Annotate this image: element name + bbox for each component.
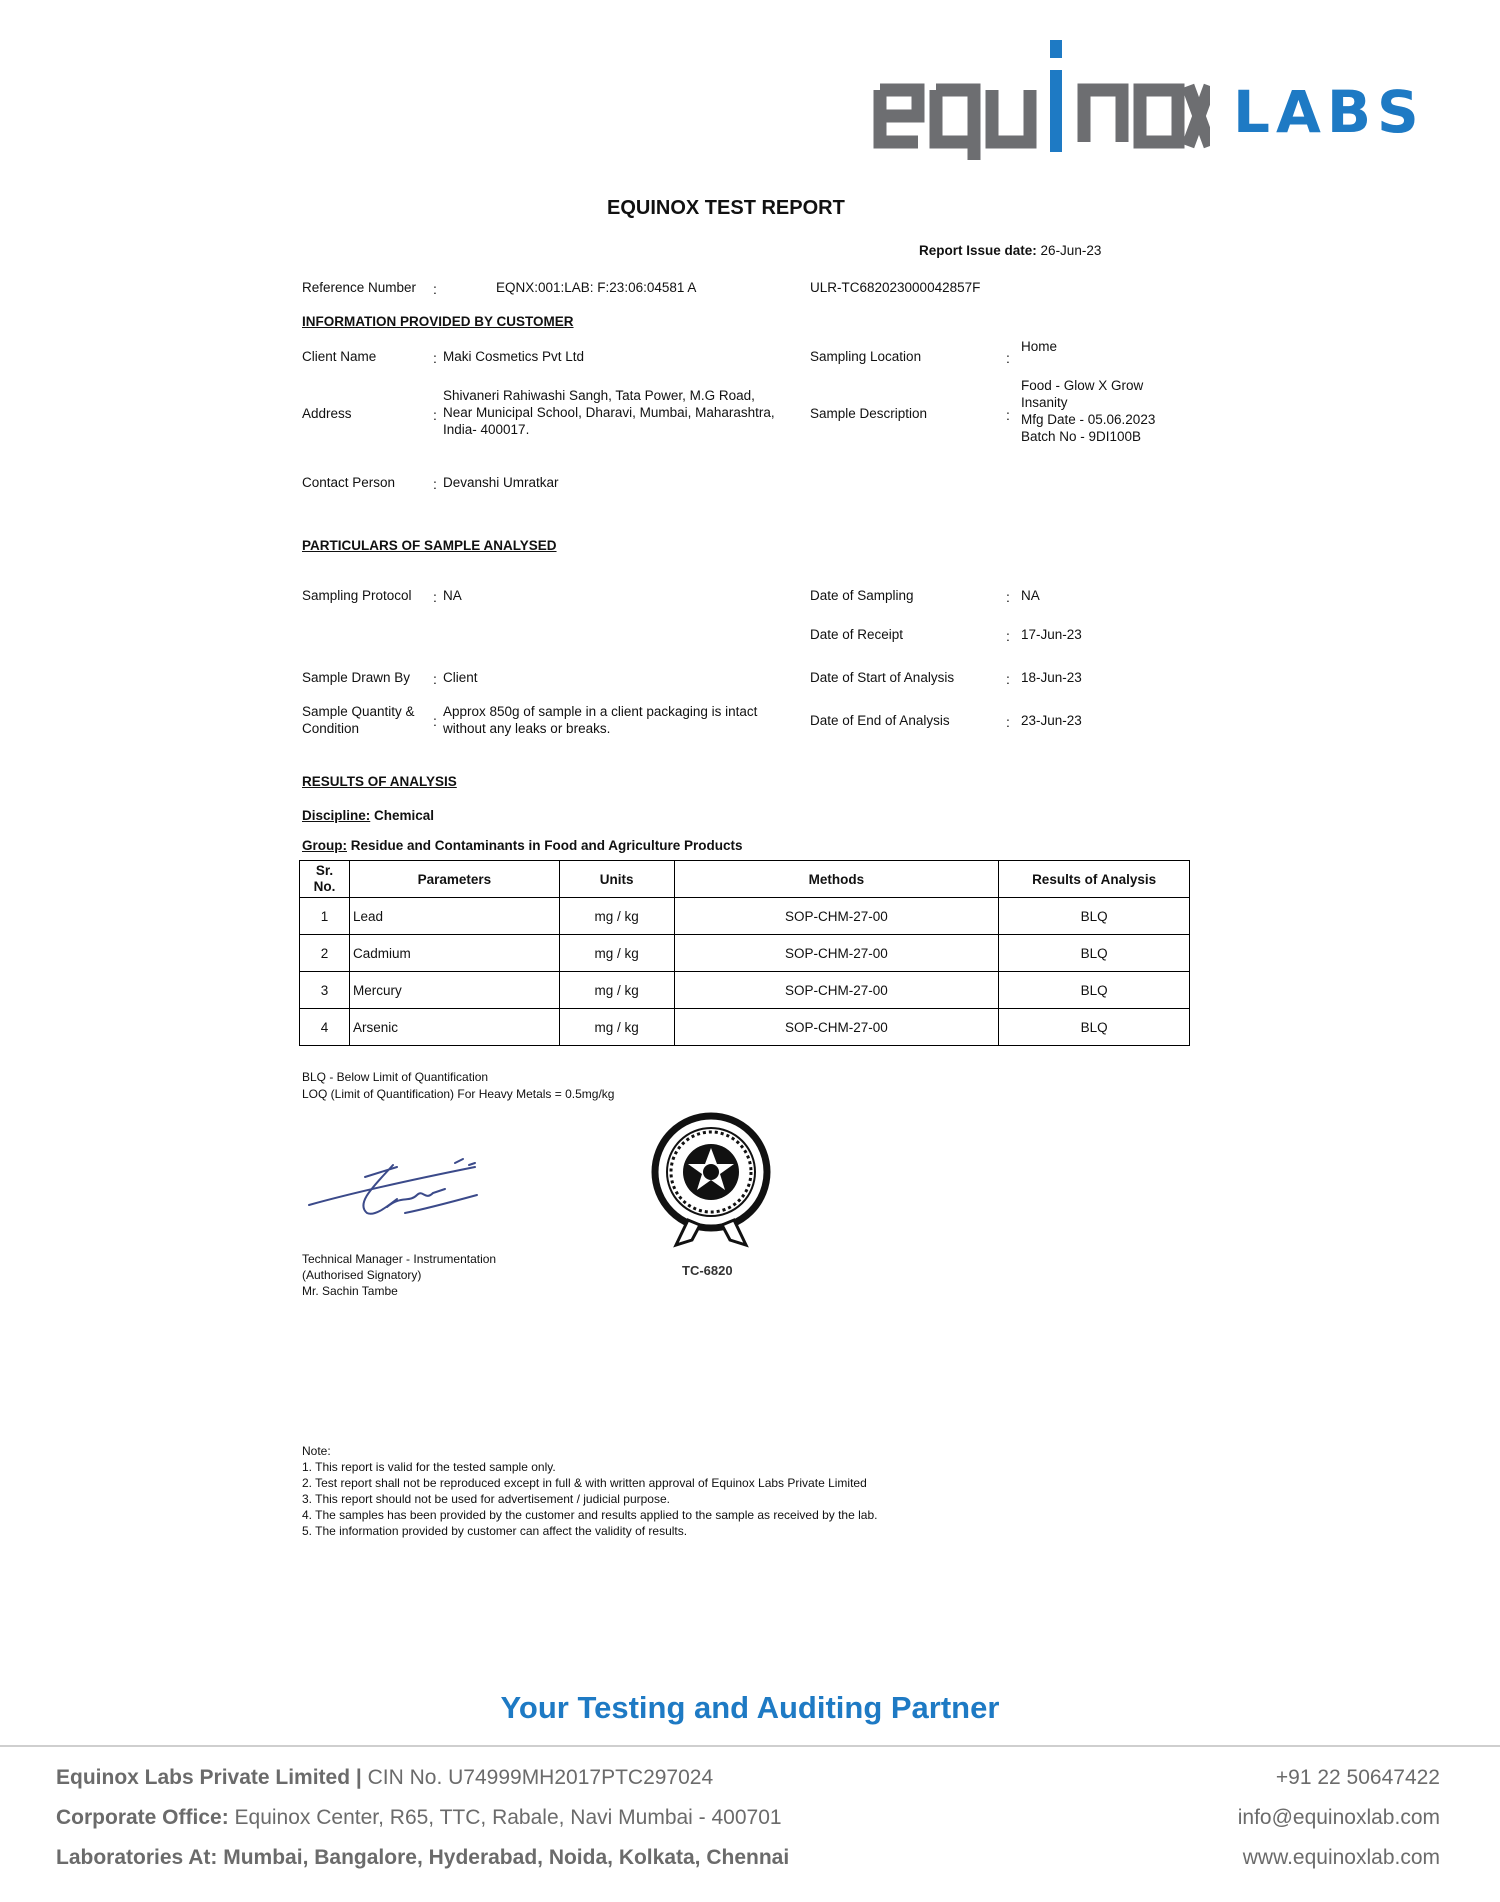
table-row [300,898,1190,935]
table-row [300,972,1190,1009]
method: SOP-CHM-27-00 [674,972,999,1009]
customer-info-heading: INFORMATION PROVIDED BY CUSTOMER [302,314,574,329]
date-start-label: Date of Start of Analysis [810,670,955,685]
sampling-location: Home [1021,339,1058,354]
date-end: 23-Jun-23 [1021,713,1082,728]
method: SOP-CHM-27-00 [674,1009,999,1046]
notes-block [302,1443,877,1539]
result: BLQ [999,972,1190,1009]
sr-no: 2 [300,935,350,972]
unit: mg / kg [559,935,674,972]
sample-description: Food - Glow X Grow Insanity Mfg Date - 05.06.2023 Batch No - 9DI100B [1021,378,1156,444]
col-header-results: Results of Analysis [999,861,1190,898]
date-sampling: NA [1021,588,1040,603]
discipline-label: Discipline: [302,808,371,823]
date-end-label: Date of End of Analysis [810,713,950,728]
particulars-heading: PARTICULARS OF SAMPLE ANALYSED [302,538,557,553]
footer-company-line: Equinox Labs Private Limited | CIN No. U74999MH2017PTC297024 [56,1766,714,1789]
signature-image [305,1155,485,1230]
table-row [300,935,1190,972]
method: SOP-CHM-27-00 [674,898,999,935]
date-receipt-label: Date of Receipt [810,627,904,642]
parameter: Arsenic [349,1009,559,1046]
notes-heading: Note: [302,1444,331,1458]
accreditation-seal [636,1110,786,1260]
sr-no: 4 [300,1009,350,1046]
date-receipt: 17-Jun-23 [1021,627,1082,642]
sampling-location-label: Sampling Location [810,349,922,364]
reference-label: Reference Number [302,280,417,295]
footer-office-line: Corporate Office: Equinox Center, R65, TTC, Rabale, Navi Mumbai - 400701 [56,1806,782,1829]
footnote-blq: BLQ - Below Limit of Quantification [302,1070,489,1084]
seal-code: TC-6820 [682,1263,733,1278]
results-table [299,860,1190,1046]
footer-website[interactable]: www.equinoxlab.com [1242,1846,1440,1869]
report-title: EQUINOX TEST REPORT [607,197,845,219]
result: BLQ [999,1009,1190,1046]
sampling-protocol-label: Sampling Protocol [302,588,412,603]
discipline: Chemical [374,808,435,823]
note-item: 2. Test report shall not be reproduced except in full & with written approval of Equinox Labs Private Limited [302,1476,867,1490]
labs-logo-text: LABS [1233,78,1425,146]
contact-label: Contact Person [302,475,396,490]
sample-drawn-by: Client [443,670,478,685]
date-sampling-label: Date of Sampling [810,588,914,603]
sample-description-label: Sample Description [810,406,928,421]
contact-person: Devanshi Umratkar [443,475,559,490]
date-start: 18-Jun-23 [1021,670,1082,685]
parameter: Lead [349,898,559,935]
note-item: 3. This report should not be used for advertisement / judicial purpose. [302,1492,670,1506]
footer-labs-line: Laboratories At: Mumbai, Bangalore, Hyderabad, Noida, Kolkata, Chennai [56,1846,790,1869]
sample-quantity-label: Sample Quantity & Condition [302,704,415,736]
address-label: Address [302,406,352,421]
note-item: 5. The information provided by customer can affect the validity of results. [302,1524,688,1538]
ulr-number: ULR-TC682023000042857F [810,280,981,295]
issue-date-label: Report Issue date: [919,243,1037,258]
sample-drawn-by-label: Sample Drawn By [302,670,411,685]
group-label: Group: [302,838,347,853]
unit: mg / kg [559,1009,674,1046]
table-header-row [300,861,1190,898]
address: Shivaneri Rahiwashi Sangh, Tata Power, M.G Road, Near Municipal School, Dharavi, Mumbai, Maharashtra, India- 400017. [443,388,775,437]
col-header-units: Units [559,861,674,898]
footnote-loq: LOQ (Limit of Quantification) For Heavy Metals = 0.5mg/kg [302,1087,615,1101]
result: BLQ [999,898,1190,935]
unit: mg / kg [559,972,674,1009]
table-row [300,1009,1190,1046]
footer-email[interactable]: info@equinoxlab.com [1237,1806,1440,1829]
footer-tagline: Your Testing and Auditing Partner [500,1690,1000,1725]
footer-phone[interactable]: +91 22 50647422 [1275,1766,1440,1789]
signatory-block: Technical Manager - Instrumentation (Authorised Signatory) Mr. Sachin Tambe [302,1252,497,1298]
client-name-label: Client Name [302,349,377,364]
equinox-logo [870,30,1210,160]
parameter: Mercury [349,972,559,1009]
note-item: 1. This report is valid for the tested sample only. [302,1460,556,1474]
sampling-protocol: NA [443,588,462,603]
sr-no: 3 [300,972,350,1009]
footer-divider [0,1745,1500,1747]
group: Residue and Contaminants in Food and Agriculture Products [350,838,743,853]
method: SOP-CHM-27-00 [674,935,999,972]
issue-date: 26-Jun-23 [1040,243,1102,258]
col-header-sr: Sr. No. [300,861,350,898]
results-heading: RESULTS OF ANALYSIS [302,774,457,789]
result: BLQ [999,935,1190,972]
client-name: Maki Cosmetics Pvt Ltd [443,349,585,364]
reference-number: EQNX:001:LAB: F:23:06:04581 A [496,280,697,295]
sample-quantity: Approx 850g of sample in a client packaging is intact without any leaks or breaks. [443,704,758,736]
note-item: 4. The samples has been provided by the customer and results applied to the sample as received by the lab. [302,1508,878,1522]
sr-no: 1 [300,898,350,935]
col-header-parameters: Parameters [349,861,559,898]
col-header-methods: Methods [674,861,999,898]
parameter: Cadmium [349,935,559,972]
unit: mg / kg [559,898,674,935]
